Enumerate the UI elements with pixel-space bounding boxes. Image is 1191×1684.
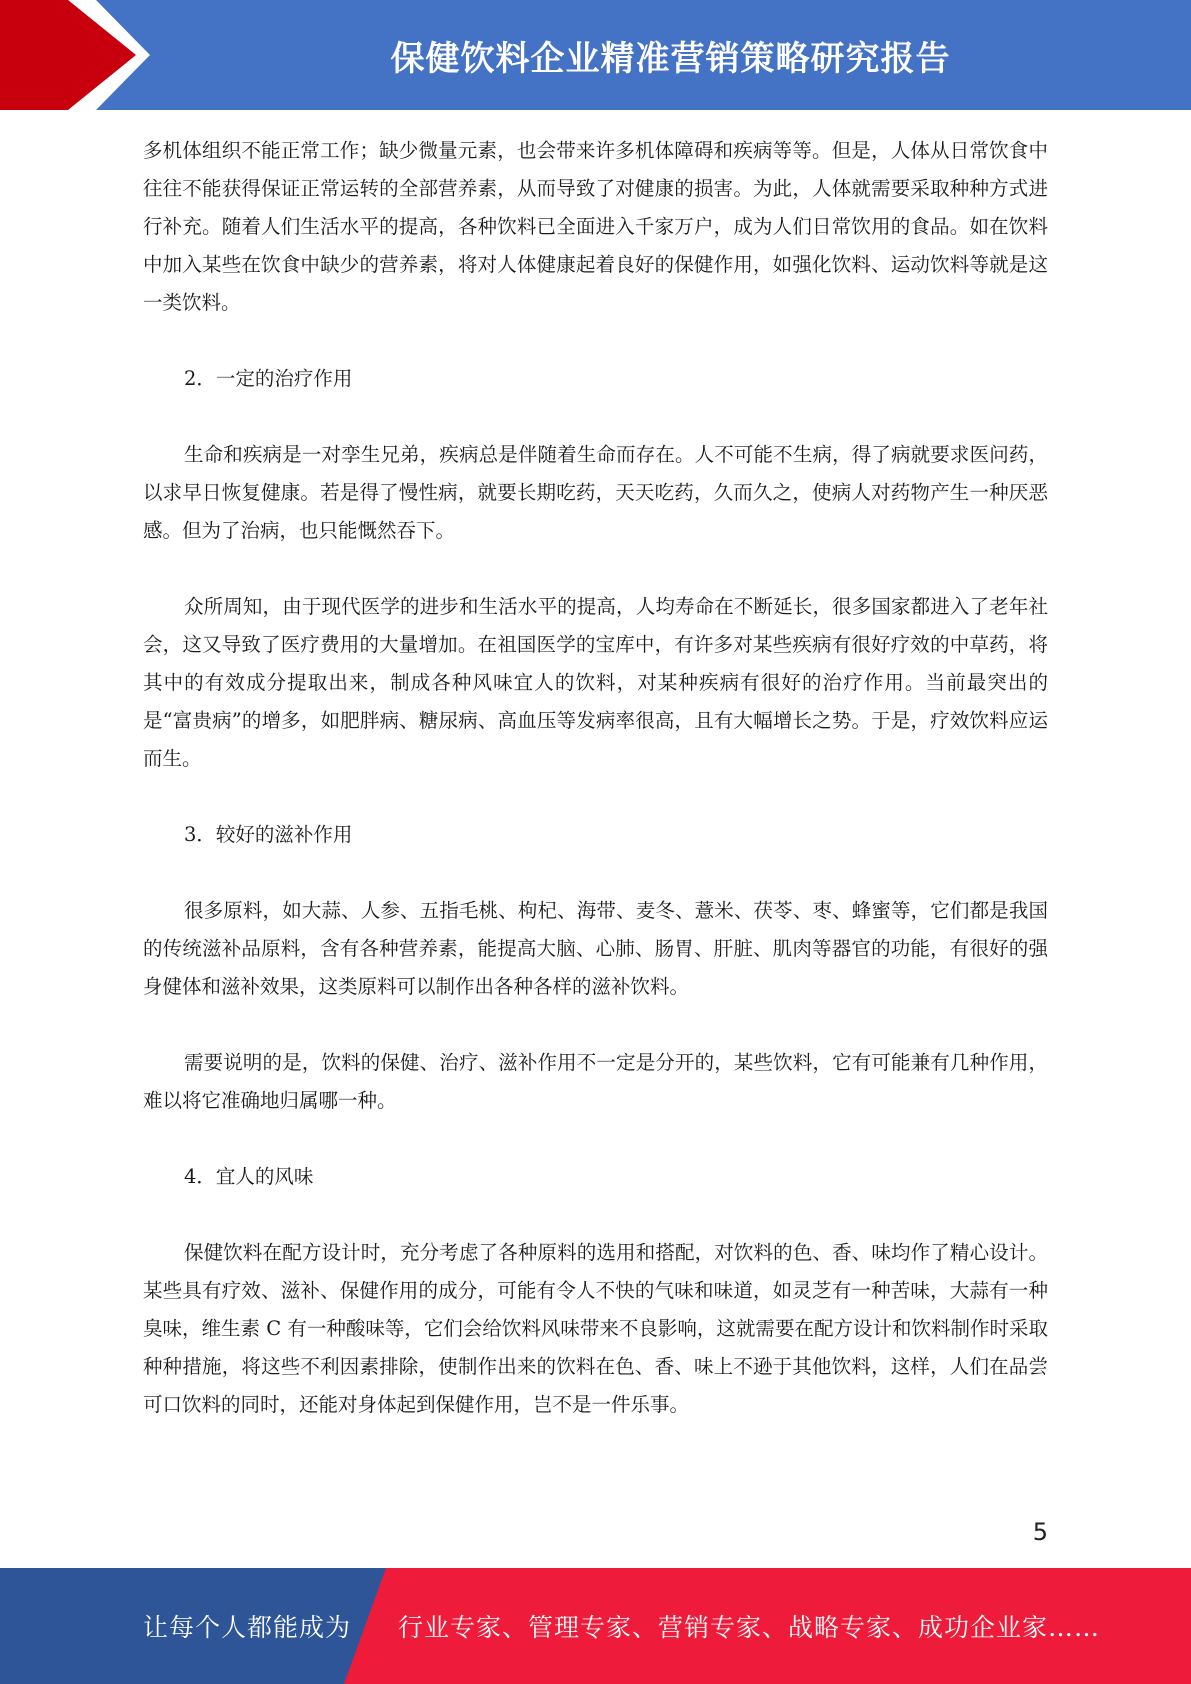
- document-body: [143, 132, 1048, 1462]
- paragraph-6: 保健饮料在配方设计时，充分考虑了各种原料的选用和搭配，对饮料的色、香、味均作了精心设计。某些具有疗效、滋补、保健作用的成分，可能有令人不快的气味和味道，如灵芝有一种苦味，大蒜有一种臭味，维生素 C 有一种酸味等，它们会给饮料风味带来不良影响，这就需要在配方设计和饮料制作时采取种种措施，将这些不利因素排除，使制作出来的饮料在色、香、味上不逊于其他饮料，这样，人们在品尝可口饮料的同时，还能对身体起到保健作用，岂不是一件乐事。: [143, 1241, 1048, 1416]
- paragraph-1: 多机体组织不能正常工作；缺少微量元素，也会带来许多机体障碍和疾病等等。但是，人体从日常饮食中往往不能获得保证正常运转的全部营养素，从而导致了对健康的损害。为此，人体就需要采取种种方式进行补充。随着人们生活水平的提高，各种饮料已全面进入千家万户，成为人们日常饮用的食品。如在饮料中加入某些在饮食中缺少的营养素，将对人体健康起着良好的保健作用，如强化饮料、运动饮料等就是这一类饮料。: [143, 139, 1048, 314]
- page-number: 5: [1032, 1518, 1048, 1546]
- header-banner: [0, 0, 1191, 110]
- header-arrow-icon: [0, 0, 136, 110]
- paragraph-2: 生命和疾病是一对孪生兄弟，疾病总是伴随着生命而存在。人不可能不生病，得了病就要求医问药，以求早日恢复健康。若是得了慢性病，就要长期吃药，天天吃药，久而久之，使病人对药物产生一种厌恶感。但为了治病，也只能慨然吞下。: [143, 443, 1048, 542]
- page-title: 保健饮料企业精准营销策略研究报告: [390, 38, 951, 79]
- section-heading-4: 4．宜人的风味: [184, 1165, 314, 1188]
- paragraph-4: 很多原料，如大蒜、人参、五指毛桃、枸杞、海带、麦冬、薏米、茯苓、枣、蜂蜜等，它们都是我国的传统滋补品原料，含有各种营养素，能提高大脑、心肺、肠胃、肝脏、肌肉等器官的功能，有很好的强身健体和滋补效果，这类原料可以制作出各种各样的滋补饮料。: [143, 899, 1048, 998]
- paragraph-5: 需要说明的是，饮料的保健、治疗、滋补作用不一定是分开的，某些饮料，它有可能兼有几种作用，难以将它准确地归属哪一种。: [143, 1051, 1048, 1112]
- section-heading-3: 3．较好的滋补作用: [184, 823, 353, 846]
- footer-banner: [0, 1568, 1191, 1684]
- footer-slogan-right: 行业专家、管理专家、营销专家、战略专家、成功企业家……: [398, 1613, 1101, 1642]
- footer-slogan-left: 让每个人都能成为: [143, 1613, 352, 1642]
- section-heading-2: 2．一定的治疗作用: [184, 367, 353, 390]
- paragraph-3: 众所周知，由于现代医学的进步和生活水平的提高，人均寿命在不断延长，很多国家都进入了老年社会，这又导致了医疗费用的大量增加。在祖国医学的宝库中，有许多对某些疾病有很好疗效的中草药，将其中的有效成分提取出来，制成各种风味宜人的饮料，对某种疾病有很好的治疗作用。当前最突出的是“富贵病”的增多，如肥胖病、糖尿病、高血压等发病率很高，且有大幅增长之势。于是，疗效饮料应运而生。: [143, 595, 1048, 770]
